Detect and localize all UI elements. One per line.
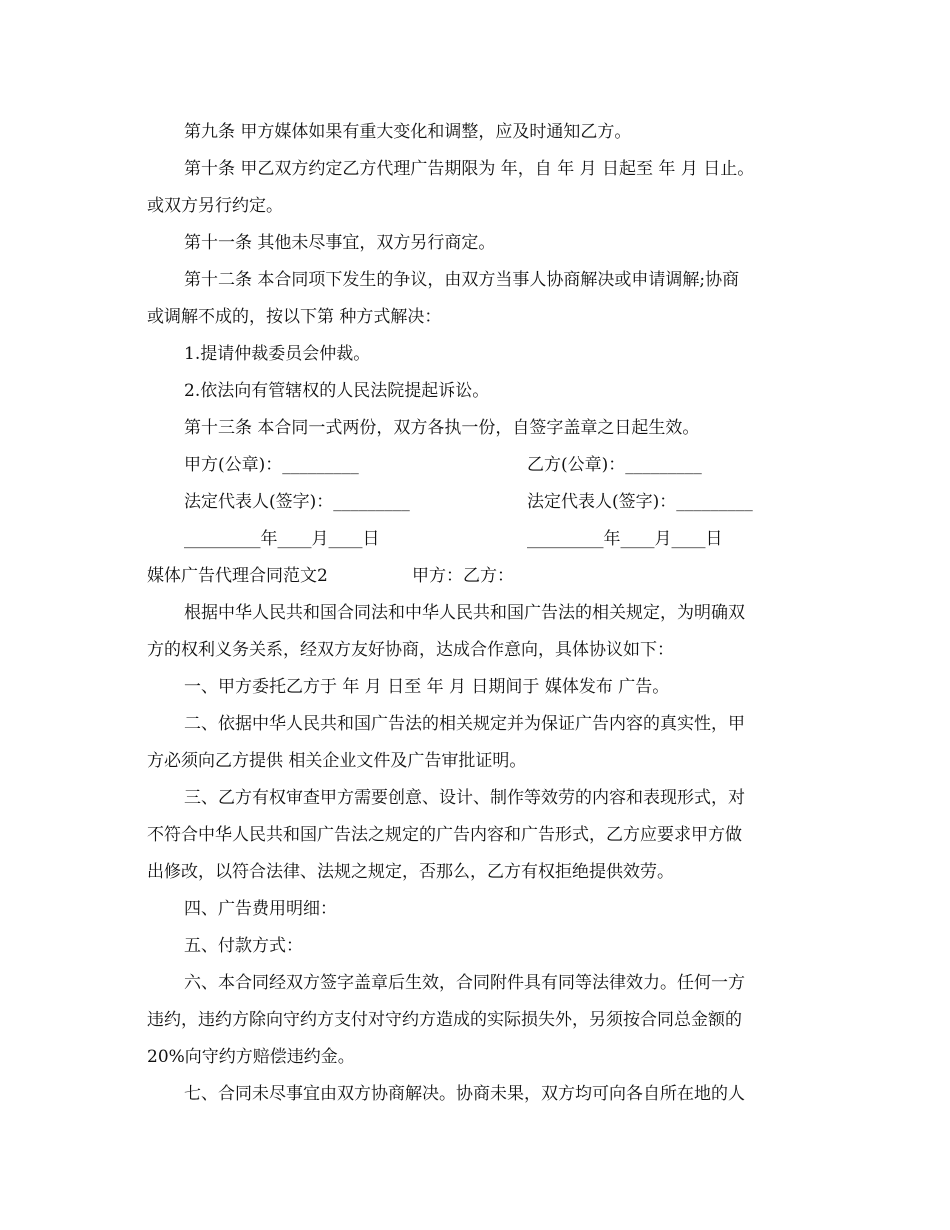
article-5: 五、付款方式： (184, 936, 303, 956)
clause-12-cont: 或调解不成的，按以下第 种方式解决： (147, 307, 442, 327)
article-6-cont-1: 违约，违约方除向守约方支付对守约方造成的实际损失外，另须按合同总金额的 (147, 1010, 742, 1030)
section-2-heading: 媒体广告代理合同范文2 (147, 566, 328, 586)
clause-9: 第九条 甲方媒体如果有重大变化和调整，应及时通知乙方。 (184, 122, 632, 142)
article-7: 七、合同未尽事宜由双方协商解决。协商未果，双方均可向各自所在地的人 (184, 1084, 745, 1104)
clause-12-option-1: 1.提请仲裁委员会仲裁。 (184, 344, 371, 364)
clause-12: 第十二条 本合同项下发生的争议，由双方当事人协商解决或申请调解;协商 (184, 270, 740, 290)
preamble-cont: 方的权利义务关系，经双方友好协商，达成合作意向，具体协议如下： (147, 640, 674, 660)
clause-12-option-2: 2.依法向有管辖权的人民法院提起诉讼。 (184, 381, 490, 401)
clause-10-cont: 或双方另行约定。 (147, 196, 283, 216)
article-2: 二、依据中华人民共和国广告法的相关规定并为保证广告内容的真实性，甲 (184, 714, 745, 734)
clause-13: 第十三条 本合同一式两份，双方各执一份，自签字盖章之日起生效。 (184, 418, 700, 438)
article-1: 一、甲方委托乙方于 年 月 日至 年 月 日期间于 媒体发布 广告。 (184, 677, 670, 697)
article-4: 四、广告费用明细： (184, 899, 337, 919)
clause-10: 第十条 甲乙双方约定乙方代理广告期限为 年，自 年 月 日起至 年 月 日止。 (184, 159, 755, 179)
preamble: 根据中华人民共和国合同法和中华人民共和国广告法的相关规定，为明确双 (184, 603, 745, 623)
article-3: 三、乙方有权审查甲方需要创意、设计、制作等效劳的内容和表现形式，对 (184, 788, 745, 808)
article-3-cont-2: 出修改，以符合法律、法规之规定，否那么，乙方有权拒绝提供效劳。 (147, 862, 674, 882)
party-a-seal: 甲方(公章)：_________ (184, 455, 359, 475)
section-2-parties: 甲方：乙方： (412, 566, 514, 586)
article-6-cont-2: 20%向守约方赔偿违约金。 (147, 1047, 355, 1067)
party-a-date: _________年____月____日 (184, 529, 380, 549)
party-b-representative: 法定代表人(签字)：_________ (527, 492, 753, 512)
article-3-cont-1: 不符合中华人民共和国广告法之规定的广告内容和广告形式，乙方应要求甲方做 (147, 825, 742, 845)
party-b-seal: 乙方(公章)：_________ (527, 455, 702, 475)
party-a-representative: 法定代表人(签字)：_________ (184, 492, 410, 512)
article-2-cont: 方必须向乙方提供 相关企业文件及广告审批证明。 (147, 751, 527, 771)
party-b-date: _________年____月____日 (527, 529, 723, 549)
clause-11: 第十一条 其他未尽事宜，双方另行商定。 (184, 233, 496, 253)
article-6: 六、本合同经双方签字盖章后生效，合同附件具有同等法律效力。任何一方 (184, 973, 745, 993)
